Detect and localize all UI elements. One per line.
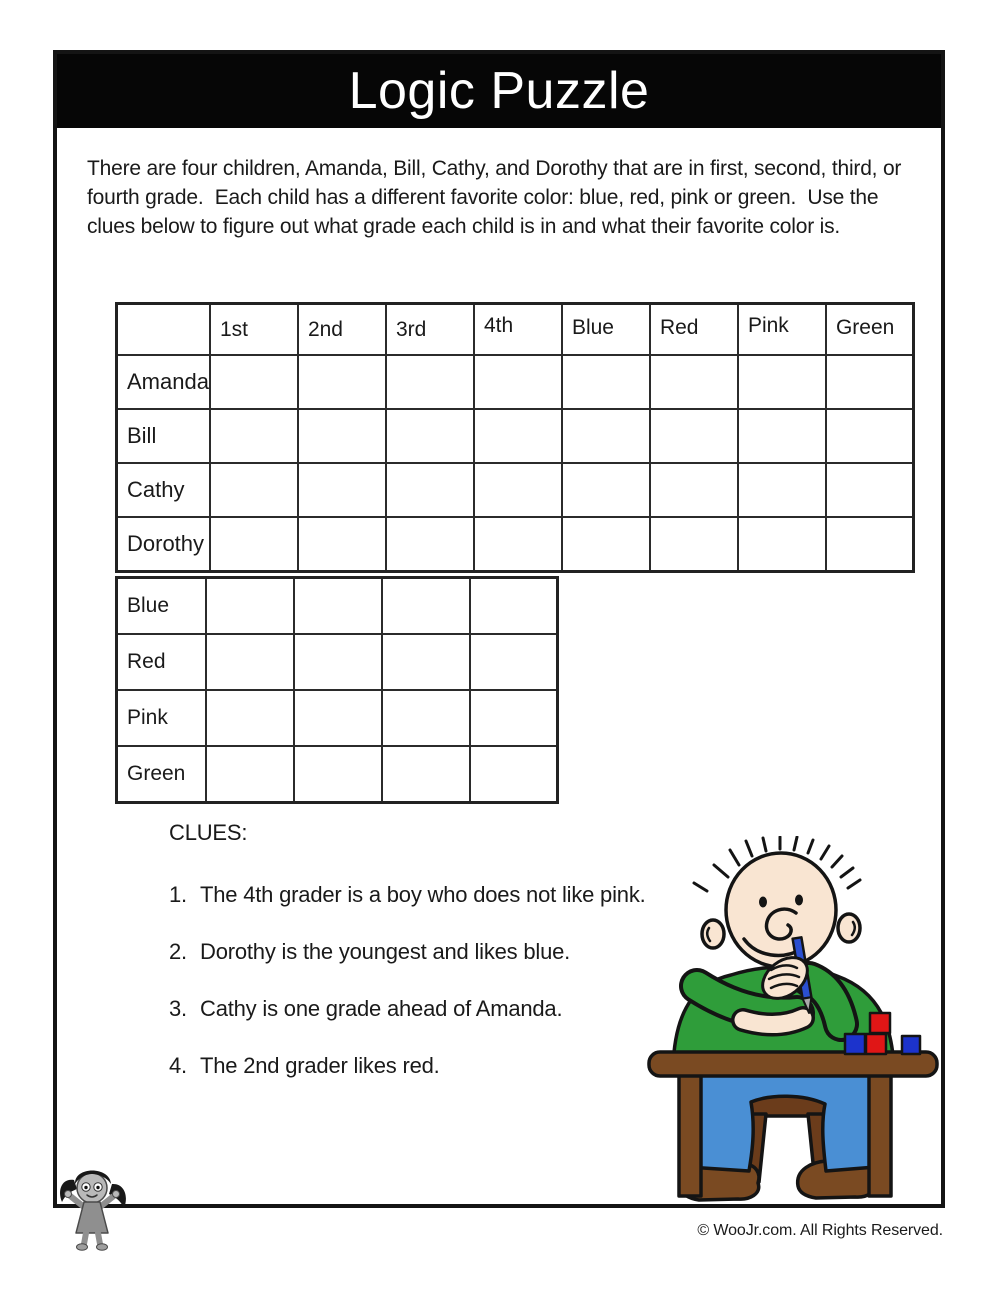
grid-cell	[382, 634, 470, 690]
grid-row-dorothy	[117, 517, 914, 572]
grid-cell	[474, 517, 562, 572]
grid-header-row	[117, 304, 914, 356]
grid-cell	[386, 517, 474, 572]
grid-cell	[298, 463, 386, 517]
logic-grid-bottom	[115, 576, 559, 804]
grid-cell	[294, 634, 382, 690]
grid-cell	[470, 634, 558, 690]
col-header-blue: Blue	[562, 304, 650, 356]
grid-cell	[298, 409, 386, 463]
col-header-pink: Pink	[738, 304, 826, 356]
clues-section	[169, 820, 646, 1110]
clue-item	[169, 939, 646, 965]
clue-text: The 4th grader is a boy who does not like pink.	[200, 882, 646, 907]
row-label-blue: Blue	[117, 578, 206, 635]
row-label-amanda: Amanda	[117, 355, 210, 409]
grid-cell	[826, 409, 914, 463]
clue-item	[169, 1053, 646, 1079]
grid-cell	[294, 746, 382, 803]
col-header-3rd: 3rd	[386, 304, 474, 356]
row-label-red: Red	[117, 634, 206, 690]
grid-cell	[650, 463, 738, 517]
table	[649, 1052, 937, 1196]
grid-cell	[826, 517, 914, 572]
grid-cell	[826, 355, 914, 409]
grid-cell	[738, 463, 826, 517]
boy-head	[694, 837, 860, 967]
logic-grid-top	[115, 302, 915, 573]
clue-text: Dorothy is the youngest and likes blue.	[200, 939, 571, 964]
grid-cell	[738, 517, 826, 572]
grid-cell	[474, 355, 562, 409]
col-header-2nd: 2nd	[298, 304, 386, 356]
intro-paragraph: There are four children, Amanda, Bill, Cathy, and Dorothy that are in first, second, third, or fourth grade. Each child has a different favorite color: blue, red, pink or green. Use the clues below to figure out what grade each child is in and what their favorite color is.	[87, 157, 902, 238]
grid-cell	[210, 463, 298, 517]
grid-cell	[386, 355, 474, 409]
grid-cell	[210, 355, 298, 409]
grid-cell	[470, 578, 558, 635]
row-label-green: Green	[117, 746, 206, 803]
worksheet-frame	[53, 50, 945, 1208]
grid-cell	[650, 355, 738, 409]
grid-cell	[562, 409, 650, 463]
grid-cell	[470, 746, 558, 803]
grid-cell	[826, 463, 914, 517]
grid-cell	[382, 578, 470, 635]
grid-row-pink	[117, 690, 558, 746]
grid-cell	[294, 578, 382, 635]
grid-corner-cell	[117, 304, 210, 356]
grid-row-bill	[117, 409, 914, 463]
grid-row-green	[117, 746, 558, 803]
copyright-text: © WooJr.com. All Rights Reserved.	[697, 1222, 943, 1239]
grid-cell	[294, 690, 382, 746]
eye-right	[795, 895, 803, 906]
clue-number: 3.	[169, 996, 187, 1021]
grid-cell	[298, 355, 386, 409]
row-label-pink: Pink	[117, 690, 206, 746]
grid-cell	[386, 409, 474, 463]
grid-cell	[382, 746, 470, 803]
grid-row-blue	[117, 578, 558, 635]
page-title: Logic Puzzle	[348, 62, 650, 120]
grid-cell	[386, 463, 474, 517]
grid-cell	[474, 409, 562, 463]
clue-item	[169, 882, 646, 908]
grid-cell	[650, 517, 738, 572]
clue-text: Cathy is one grade ahead of Amanda.	[200, 996, 563, 1021]
woojr-mascot-logo	[56, 1156, 130, 1252]
clues-heading: CLUES:	[169, 820, 248, 845]
boy-at-desk-illustration	[645, 836, 945, 1221]
grid-cell	[210, 409, 298, 463]
clue-number: 4.	[169, 1053, 187, 1078]
grid-cell	[470, 690, 558, 746]
row-label-cathy: Cathy	[117, 463, 210, 517]
col-header-1st: 1st	[210, 304, 298, 356]
col-header-green: Green	[826, 304, 914, 356]
clue-item	[169, 996, 646, 1022]
clue-number: 1.	[169, 882, 187, 907]
grid-cell	[562, 517, 650, 572]
resting-forearm	[743, 1018, 803, 1025]
clue-text: The 2nd grader likes red.	[200, 1053, 440, 1078]
logic-grid	[115, 302, 915, 804]
grid-cell	[738, 355, 826, 409]
grid-row-cathy	[117, 463, 914, 517]
col-header-red: Red	[650, 304, 738, 356]
grid-cell	[382, 690, 470, 746]
grid-cell	[650, 409, 738, 463]
grid-row-amanda	[117, 355, 914, 409]
grid-cell	[562, 463, 650, 517]
grid-cell	[206, 690, 294, 746]
row-label-bill: Bill	[117, 409, 210, 463]
grid-cell	[738, 409, 826, 463]
eye-left	[759, 897, 767, 908]
grid-row-red	[117, 634, 558, 690]
grid-cell	[474, 463, 562, 517]
grid-cell	[562, 355, 650, 409]
grid-cell	[206, 746, 294, 803]
title-banner	[57, 54, 941, 128]
grid-cell	[210, 517, 298, 572]
grid-cell	[298, 517, 386, 572]
row-label-dorothy: Dorothy	[117, 517, 210, 572]
grid-cell	[206, 578, 294, 635]
col-header-4th: 4th	[474, 304, 562, 356]
grid-cell	[206, 634, 294, 690]
clue-number: 2.	[169, 939, 187, 964]
